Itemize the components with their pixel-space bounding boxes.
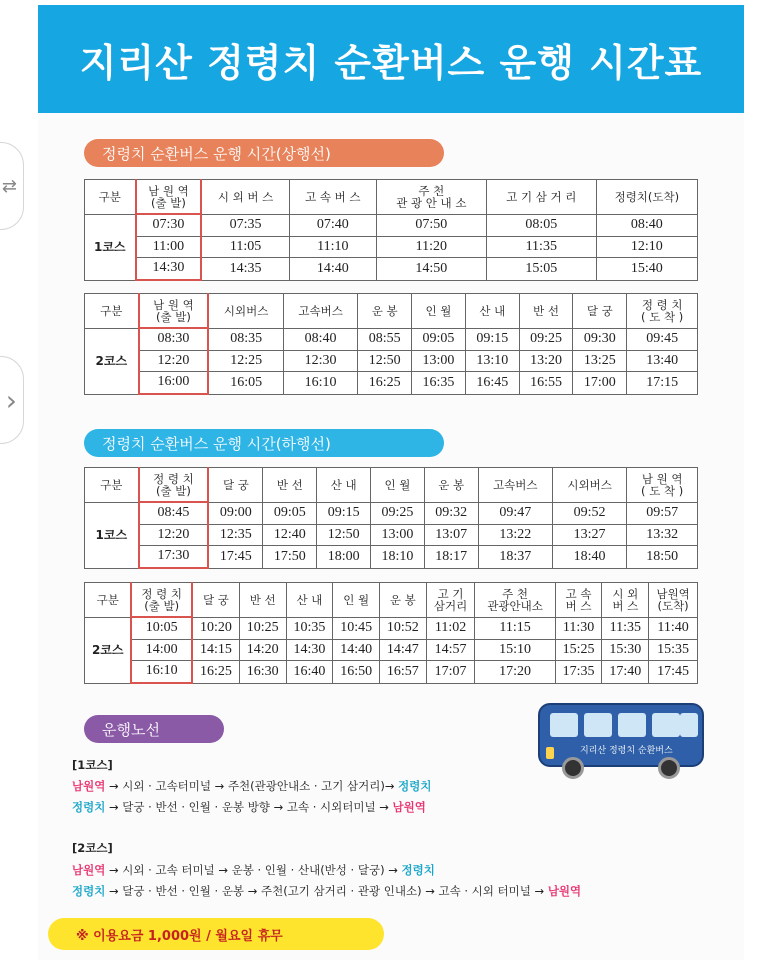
time-cell: 18:10 (371, 546, 425, 568)
section-route-label (84, 715, 224, 743)
time-cell: 17:35 (555, 661, 602, 683)
time-cell: 16:10 (283, 372, 357, 394)
table-row (85, 546, 698, 568)
table-row (85, 214, 698, 236)
time-cell: 09:00 (208, 502, 263, 524)
time-cell: 08:35 (208, 328, 283, 350)
time-cell: 13:32 (627, 525, 698, 546)
time-cell: 14:30 (136, 258, 202, 280)
time-cell: 17:40 (602, 661, 649, 683)
table-row (85, 661, 698, 683)
swap-button[interactable] (0, 142, 24, 230)
bus-window (652, 713, 680, 737)
stop-header: 시 외 버 스 (602, 583, 649, 618)
time-cell: 08:55 (358, 328, 412, 350)
time-cell: 17:45 (208, 546, 263, 568)
course-label: 2코스 (85, 328, 139, 394)
stop-header: 정 령 치 (출 발) (131, 583, 192, 618)
time-cell: 12:35 (208, 525, 263, 546)
fare-notice (48, 918, 384, 950)
time-cell: 11:20 (376, 237, 486, 258)
time-cell: 12:40 (263, 525, 317, 546)
chevron-right-icon: › (5, 383, 17, 417)
table-row (85, 640, 698, 661)
time-cell: 14:40 (289, 258, 376, 280)
time-cell: 11:05 (201, 237, 289, 258)
time-cell: 09:57 (627, 502, 698, 524)
route-end: 남원역 (392, 800, 426, 814)
time-cell: 15:35 (649, 640, 698, 661)
gubun-header: 구분 (85, 294, 139, 329)
bus-window (550, 713, 578, 737)
time-cell: 12:50 (358, 351, 412, 372)
time-cell: 11:00 (136, 237, 202, 258)
table-row (85, 502, 698, 524)
header-row (85, 468, 698, 503)
time-cell: 07:40 (289, 214, 376, 236)
time-cell: 17:50 (263, 546, 317, 568)
bus-light (546, 747, 554, 759)
route-start: 정령치 (72, 800, 106, 814)
time-cell: 17:00 (573, 372, 627, 394)
time-cell: 17:30 (139, 546, 209, 568)
time-cell: 09:52 (552, 502, 626, 524)
time-cell: 15:30 (602, 640, 649, 661)
bus-window (584, 713, 612, 737)
timetable-poster (38, 5, 744, 960)
time-cell: 09:47 (478, 502, 552, 524)
stop-header: 고 기 삼거리 (426, 583, 475, 618)
time-cell: 10:45 (333, 617, 380, 639)
time-cell: 17:20 (475, 661, 555, 683)
course2-line2 (72, 883, 581, 899)
time-cell: 13:07 (424, 525, 478, 546)
time-cell: 09:05 (412, 328, 466, 350)
time-cell: 14:15 (192, 640, 239, 661)
time-cell: 15:05 (486, 258, 596, 280)
section-up-label (84, 139, 444, 167)
time-cell: 16:57 (379, 661, 426, 683)
time-cell: 11:30 (555, 617, 602, 639)
time-cell: 16:55 (519, 372, 573, 394)
time-cell: 17:15 (627, 372, 698, 394)
time-cell: 16:25 (358, 372, 412, 394)
time-cell: 07:30 (136, 214, 202, 236)
time-cell: 16:25 (192, 661, 239, 683)
time-cell: 12:20 (139, 351, 209, 372)
bus-window (680, 713, 698, 737)
course1-line1 (72, 778, 431, 794)
course-label: 1코스 (85, 502, 139, 568)
table-row (85, 351, 698, 372)
route-mid: → 달궁 · 반선 · 인월 · 운봉 → 주천(고기 삼거리 · 관광 인내소) → 고속 · 시외 터미널 → (105, 884, 548, 898)
time-cell: 11:10 (289, 237, 376, 258)
time-cell: 07:50 (376, 214, 486, 236)
section-up-text: 정령치 순환버스 운행 시간(상행선) (102, 144, 331, 163)
stop-header: 운 봉 (358, 294, 412, 329)
course1-title: [1코스] (72, 758, 113, 772)
time-cell: 08:40 (283, 328, 357, 350)
time-cell: 07:35 (201, 214, 289, 236)
table-row (85, 372, 698, 394)
section-down-label (84, 429, 444, 457)
time-cell: 08:40 (596, 214, 697, 236)
route-end: 남원역 (547, 884, 582, 898)
stop-header: 산 내 (286, 583, 333, 618)
route-mid: → 시외 · 고속터미널 → 주천(관광안내소 · 고기 삼거리)→ (105, 779, 399, 793)
course-label: 2코스 (85, 617, 132, 683)
stop-header: 주 천 관 광 안 내 소 (376, 180, 486, 215)
stop-header: 반 선 (263, 468, 317, 503)
bus-illustration (538, 697, 708, 785)
time-cell: 15:40 (596, 258, 697, 280)
time-cell: 09:15 (317, 502, 371, 524)
time-cell: 12:20 (139, 525, 209, 546)
route-mid: → 달궁 · 반선 · 인월 · 운봉 방향 → 고속 · 시외터미널 → (105, 800, 393, 814)
time-cell: 16:00 (139, 372, 209, 394)
course2-title: [2코스] (72, 841, 113, 855)
time-cell: 10:35 (286, 617, 333, 639)
time-cell: 14:30 (286, 640, 333, 661)
time-cell: 17:07 (426, 661, 475, 683)
time-cell: 12:10 (596, 237, 697, 258)
stop-header: 달 궁 (573, 294, 627, 329)
time-cell: 13:00 (412, 351, 466, 372)
up-course1-table (84, 179, 698, 281)
time-cell: 16:50 (333, 661, 380, 683)
stop-header: 반 선 (519, 294, 573, 329)
time-cell: 13:25 (573, 351, 627, 372)
time-cell: 14:35 (201, 258, 289, 280)
stop-header: 고 속 버 스 (555, 583, 602, 618)
time-cell: 13:10 (465, 351, 519, 372)
stop-header: 고속버스 (283, 294, 357, 329)
bus-wheel (562, 757, 584, 779)
stop-header: 운 봉 (379, 583, 426, 618)
stop-header: 인 월 (333, 583, 380, 618)
time-cell: 14:20 (239, 640, 286, 661)
header-row (85, 180, 698, 215)
stop-header: 정 령 치 (출 발) (139, 468, 209, 503)
stop-header: 달 궁 (192, 583, 239, 618)
swap-icon: ⇄ (1, 175, 17, 197)
table-row (85, 617, 698, 639)
time-cell: 13:40 (627, 351, 698, 372)
time-cell: 15:10 (475, 640, 555, 661)
time-cell: 10:52 (379, 617, 426, 639)
time-cell: 16:40 (286, 661, 333, 683)
section-down-text: 정령치 순환버스 운행 시간(하행선) (102, 434, 331, 453)
stop-header: 남원역 (도착) (649, 583, 698, 618)
stop-header: 주 천 관광안내소 (475, 583, 555, 618)
time-cell: 08:05 (486, 214, 596, 236)
table-row (85, 328, 698, 350)
time-cell: 10:05 (131, 617, 192, 639)
stop-header: 시외버스 (208, 294, 283, 329)
stop-header: 시 외 버 스 (201, 180, 289, 215)
stop-header: 남 원 역 (출 발) (139, 294, 209, 329)
time-cell: 14:00 (131, 640, 192, 661)
course-label: 1코스 (85, 214, 136, 280)
time-cell: 10:25 (239, 617, 286, 639)
time-cell: 14:47 (379, 640, 426, 661)
time-cell: 09:45 (627, 328, 698, 350)
route-start: 정령치 (72, 884, 106, 898)
time-cell: 13:22 (478, 525, 552, 546)
next-button[interactable] (0, 356, 24, 444)
time-cell: 18:37 (478, 546, 552, 568)
course1-line2 (72, 799, 426, 815)
poster-header (38, 5, 744, 113)
time-cell: 11:02 (426, 617, 475, 639)
course2-line1 (72, 862, 435, 878)
stop-header: 고속버스 (478, 468, 552, 503)
time-cell: 18:17 (424, 546, 478, 568)
time-cell: 09:05 (263, 502, 317, 524)
time-cell: 09:30 (573, 328, 627, 350)
time-cell: 16:35 (412, 372, 466, 394)
stop-header: 달 궁 (208, 468, 263, 503)
time-cell: 09:25 (371, 502, 425, 524)
stop-header: 운 봉 (424, 468, 478, 503)
table-row (85, 258, 698, 280)
stop-header: 남 원 역 ( 도 착 ) (627, 468, 698, 503)
time-cell: 17:45 (649, 661, 698, 683)
stop-header: 산 내 (465, 294, 519, 329)
down-course2-table (84, 582, 698, 684)
down-course1-table (84, 467, 698, 569)
time-cell: 18:40 (552, 546, 626, 568)
time-cell: 13:27 (552, 525, 626, 546)
time-cell: 08:45 (139, 502, 209, 524)
time-cell: 11:15 (475, 617, 555, 639)
time-cell: 14:50 (376, 258, 486, 280)
time-cell: 12:30 (283, 351, 357, 372)
stop-header: 시외버스 (552, 468, 626, 503)
stop-header: 인 월 (371, 468, 425, 503)
bus-label: 지리산 정령치 순환버스 (580, 746, 673, 756)
bus-window (618, 713, 646, 737)
stop-header: 정 령 치 ( 도 착 ) (627, 294, 698, 329)
route-end: 정령치 (401, 863, 435, 877)
time-cell: 14:40 (333, 640, 380, 661)
gubun-header: 구분 (85, 583, 132, 618)
time-cell: 11:35 (602, 617, 649, 639)
bus-wheel (658, 757, 680, 779)
time-cell: 14:57 (426, 640, 475, 661)
up-course2-table (84, 293, 698, 395)
time-cell: 15:25 (555, 640, 602, 661)
route-end: 정령치 (398, 779, 432, 793)
route-mid: → 시외 · 고속 터미널 → 운봉 · 인월 · 산내(반성 · 달궁) → (105, 863, 402, 877)
fare-text: ※ 이용요금 1,000원 / 월요일 휴무 (76, 928, 283, 944)
time-cell: 10:20 (192, 617, 239, 639)
time-cell: 18:00 (317, 546, 371, 568)
time-cell: 12:50 (317, 525, 371, 546)
gubun-header: 구분 (85, 180, 136, 215)
stop-header: 산 내 (317, 468, 371, 503)
time-cell: 13:00 (371, 525, 425, 546)
time-cell: 16:30 (239, 661, 286, 683)
stop-header: 인 월 (412, 294, 466, 329)
route-start: 남원역 (72, 779, 106, 793)
time-cell: 18:50 (627, 546, 698, 568)
time-cell: 13:20 (519, 351, 573, 372)
table-row (85, 237, 698, 258)
time-cell: 16:10 (131, 661, 192, 683)
time-cell: 16:45 (465, 372, 519, 394)
page-title: 지리산 정령치 순환버스 운행 시간표 (79, 40, 703, 85)
time-cell: 09:32 (424, 502, 478, 524)
header-row (85, 583, 698, 618)
time-cell: 12:25 (208, 351, 283, 372)
stop-header: 반 선 (239, 583, 286, 618)
time-cell: 09:25 (519, 328, 573, 350)
stop-header: 고 기 삼 거 리 (486, 180, 596, 215)
route-start: 남원역 (72, 863, 106, 877)
time-cell: 11:35 (486, 237, 596, 258)
time-cell: 11:40 (649, 617, 698, 639)
bus-body (538, 703, 704, 767)
table-row (85, 525, 698, 546)
time-cell: 16:05 (208, 372, 283, 394)
time-cell: 08:30 (139, 328, 209, 350)
header-row (85, 294, 698, 329)
stop-header: 고 속 버 스 (289, 180, 376, 215)
stop-header: 남 원 역 (출 발) (136, 180, 202, 215)
time-cell: 09:15 (465, 328, 519, 350)
stop-header: 정령치(도착) (596, 180, 697, 215)
section-route-text: 운행노선 (102, 720, 160, 739)
gubun-header: 구분 (85, 468, 139, 503)
